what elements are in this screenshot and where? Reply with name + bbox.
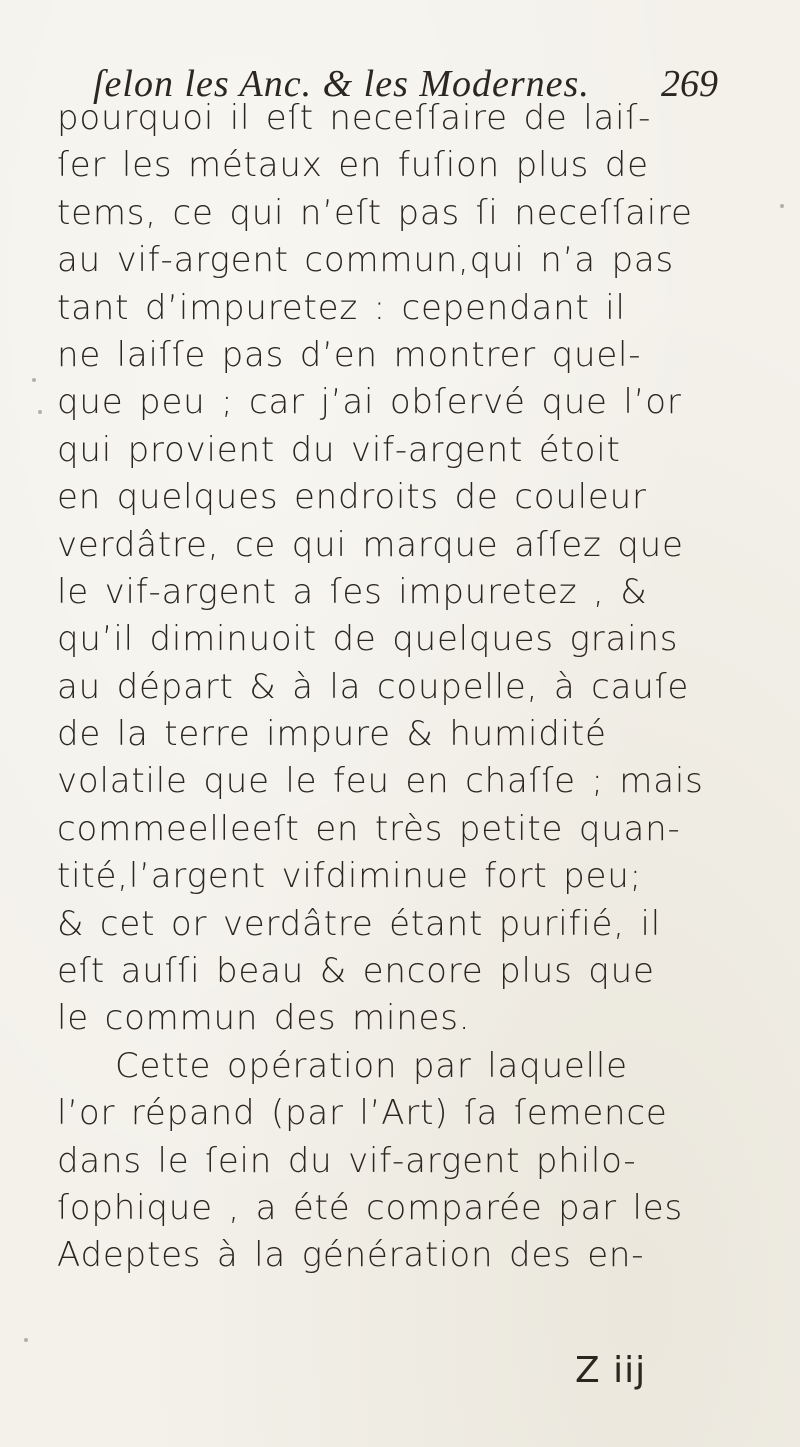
text-line: au départ & à la coupelle, à cauſe	[57, 666, 690, 707]
signature-mark: Z iij	[575, 1350, 647, 1391]
paper-speck	[38, 410, 42, 414]
text-line: qui provient du vif-argent étoit	[57, 429, 621, 470]
paper-speck	[32, 378, 36, 382]
text-line: pourquoi il eſt neceſſaire de laiſ-	[57, 98, 652, 138]
text-line: ne laiſſe pas d’en montrer quel-	[57, 334, 642, 375]
text-line: volatile que le feu en chaſſe ; mais	[57, 761, 704, 802]
page-number: 269	[661, 63, 718, 105]
paragraph-start-line: Cette opération par laquelle	[115, 1045, 628, 1086]
text-line: ſophique , a été comparée par les	[57, 1187, 684, 1228]
text-line: de la terre impure & humidité	[57, 714, 607, 755]
text-line: au vif-argent commun,qui n’a pas	[57, 240, 674, 281]
body-text	[57, 95, 757, 1280]
text-line: le vif-argent a ſes impuretez , &	[57, 571, 648, 612]
paper-speck	[780, 204, 784, 208]
text-line: verdâtre, ce qui marque aſſez que	[57, 524, 684, 565]
text-line: que peu ; car j’ai obſervé que l’or	[57, 382, 682, 423]
text-line: eſt auſſi beau & encore plus que	[57, 951, 655, 992]
text-line: ſer les métaux en fuſion plus de	[57, 145, 649, 186]
text-line: en quelques endroits de couleur	[57, 477, 647, 518]
text-line: l’or répand (par l’Art) ſa ſemence	[57, 1093, 668, 1134]
text-line: Adeptes à la génération des en-	[57, 1235, 645, 1276]
text-line: tant d’impuretez : cependant il	[57, 287, 626, 328]
text-line: & cet or verdâtre étant purifié, il	[57, 903, 661, 944]
text-line: dans le ſein du vif-argent philo-	[57, 1140, 637, 1181]
text-line: commeelleeſt en très petite quan-	[57, 808, 681, 849]
running-head-title: ſelon les Anc. & les Modernes.	[93, 63, 590, 105]
text-line: qu’il diminuoit de quelques grains	[57, 619, 679, 660]
text-line: le commun des mines.	[57, 998, 471, 1039]
paper-speck	[24, 1338, 28, 1342]
text-line: tems, ce qui n’eſt pas ſi neceſſaire	[57, 192, 693, 233]
text-line: tité,l’argent vifdiminue fort peu;	[57, 856, 642, 897]
